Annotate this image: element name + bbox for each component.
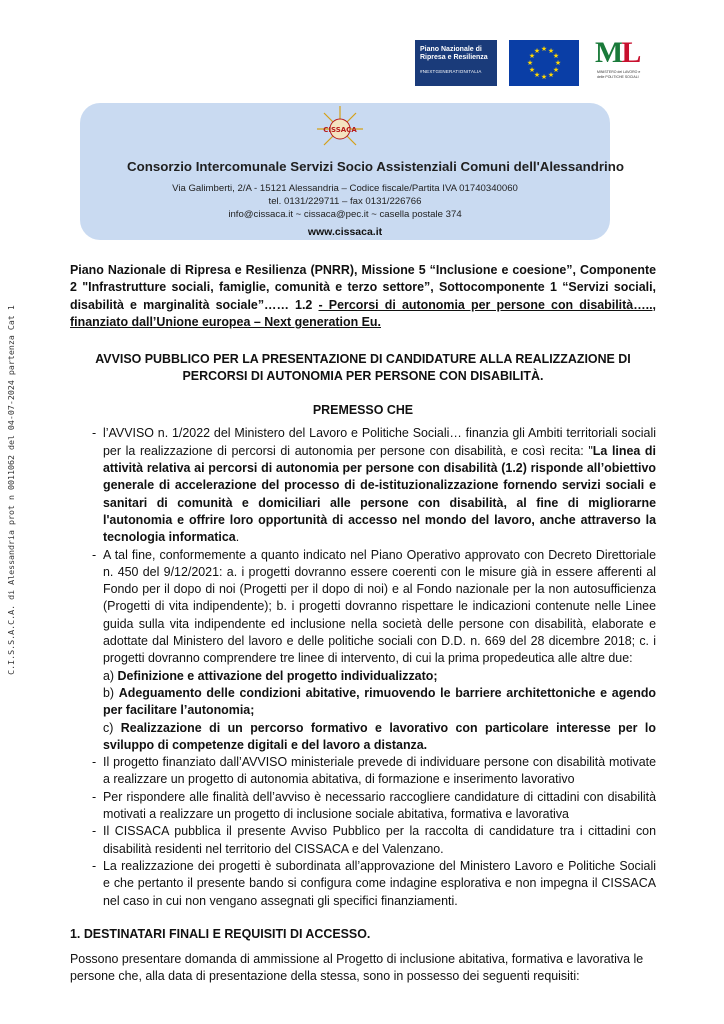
organization-website: www.cissaca.it bbox=[307, 226, 383, 238]
protocol-stamp bbox=[4, 250, 18, 730]
point-quote: La linea di attività relativa ai percorsi di autonomia per persone con disabilità (1.2) risponde all’obiettivo generale di accelerazione del processo di de-istituzionalizzazione fornendo servizi sociali e sanitari di comunità e domiciliari alle persone con disabilità, al fine di migliorarne l'autonomia e offrire loro opportunità di accesso nel mondo del lavoro, anche attraverso la tecnologia informatica bbox=[103, 443, 656, 545]
subpoint-text: Realizzazione di un percorso formativo e lavorativo con particolare interesse per lo sviluppo di competenze digitali e del lavoro a distanza. bbox=[103, 720, 656, 752]
cissaca-logo bbox=[315, 104, 365, 154]
svg-text:★: ★ bbox=[533, 47, 541, 55]
section-body: Possono presentare domanda di ammissione al Progetto di inclusione abitativa, formativa e lavorativa le persone che, alla data di presentazione della stessa, sono in possesso dei seguenti requisiti: bbox=[70, 952, 644, 984]
eu-flag-icon bbox=[509, 40, 579, 86]
svg-text:★: ★ bbox=[540, 45, 548, 53]
svg-text:★: ★ bbox=[528, 52, 536, 60]
ministero-monogram: ML bbox=[595, 36, 640, 69]
pnrr-logo-tag: #NEXTGENERATIONITALIA bbox=[420, 69, 482, 74]
subpoint-label: c) bbox=[103, 720, 121, 735]
point-text: l’AVVISO n. 1/2022 del Ministero del Lavoro e Politiche Sociali… finanzia gli Ambiti territoriali sociali per la realizzazione di percorsi di autonomia per persone con disabilità, e così recita: " bbox=[103, 426, 656, 458]
point-text: Per rispondere alle finalità dell’avviso è necessario raccogliere candidature di cittadini con disabilità motivati a realizzare un progetto di inclusione sociale abitativa, formativa e lavorativa bbox=[103, 789, 656, 822]
list-item: - A tal fine, conformemente a quanto indicato nel Piano Operativo approvato con Decreto Direttoriale n. 450 del 9/12/2021: a. i progetti dovranno essere coerenti con le misure già in essere afferenti al Fondo per il dopo di noi (Progetti per il dopo di noi) e al Fondo nazionale per la non autosufficienza (Progetti di vita indipendente); b. i progetti dovranno rispettare le indicazioni contenute nelle Linee guida sulla vita indipendente ed inclusione nella società delle persone con disabilità, elaborate e adottate dal Ministero del lavoro e delle politiche sociali con D.D. n. 669 del 28 dicembre 2018; c. i progetti dovranno comprendere tre linee di intervento, di cui la prima propedeutica alle altre due: a) Definizione e attivazione del progetto individualizzato; b) Adeguamento delle condizioni abitative, rimuovendo le barriere architettoniche e agendo per facilitare l’autonomia; c) Realizzazione di un percorso formativo e lavorativo con particolare interesse per lo sviluppo di competenze digitali e del lavoro a distanza. bbox=[92, 547, 657, 752]
point-text: Il progetto finanziato dall’AVVISO ministeriale prevede di individuare persone con disabilità motivate a realizzare un progetto di autonomia abitativa, di formazione e inserimento lavorativo bbox=[103, 755, 656, 787]
subpoint-text: Definizione e attivazione del progetto individualizzato; bbox=[117, 668, 438, 683]
svg-text:★: ★ bbox=[526, 59, 534, 67]
list-item: - Il progetto finanziato dall’AVVISO ministeriale prevede di individuare persone con disabilità motivate a realizzare un progetto di autonomia abitativa, di formazione e inserimento lavorativo bbox=[92, 755, 656, 787]
svg-text:★: ★ bbox=[552, 52, 560, 60]
organization-address: Via Galimberti, 2/A - 15121 Alessandria – Codice fiscale/Partita IVA 01740340060 bbox=[172, 183, 518, 194]
ministero-caption: MINISTERO del LAVORO e delle POLITICHE SOCIALI bbox=[597, 70, 641, 79]
intro-text: Piano Nazionale di Ripresa e Resilienza (PNRR), Missione 5 “Inclusione e coesione”, Componente 2 "Infrastrutture sociali, famiglie, comunità e terzo settore”, Sottocomponente 1 “Servizi sociali, disabilità e marginalità sociale”…… 1.2 bbox=[70, 263, 656, 312]
notice-title: AVVISO PUBBLICO PER LA PRESENTAZIONE DI CANDIDATURE ALLA REALIZZAZIONE DI PERCORSI DI AUTONOMIA PER PERSONE CON DISABILITÀ. bbox=[95, 352, 631, 384]
subpoint-text: Adeguamento delle condizioni abitative, rimuovendo le barriere architettoniche e agendo per facilitare l’autonomia; bbox=[103, 685, 657, 718]
organization-name: Consorzio Intercomunale Servizi Socio Assistenziali Comuni dell'Alessandrino bbox=[127, 159, 624, 174]
svg-text:★: ★ bbox=[533, 71, 541, 79]
pnrr-logo-title: Piano Nazionale di Ripresa e Resilienza bbox=[420, 46, 488, 61]
ministero-lavoro-logo bbox=[591, 36, 647, 86]
subpoint-label: a) bbox=[103, 668, 118, 683]
protocol-stamp-text: C.I.S.S.A.C.A. di Alessandria prot n 0011062 del 04-07-2024 partenza Cat 1 bbox=[6, 305, 16, 675]
point-text: Il CISSACA pubblica il presente Avviso Pubblico per la raccolta di candidature tra i cittadini con disabilità residenti nel territorio del CISSACA e del Valenzano. bbox=[103, 824, 656, 856]
svg-text:★: ★ bbox=[554, 59, 562, 67]
list-item: - Per rispondere alle finalità dell’avviso è necessario raccogliere candidature di cittadini con disabilità motivati a realizzare un progetto di inclusione sociale abitativa, formativa e lavorativa bbox=[92, 789, 656, 822]
svg-text:★: ★ bbox=[552, 66, 560, 74]
document-body bbox=[70, 262, 656, 986]
premise-list bbox=[70, 425, 656, 909]
list-item: - La realizzazione dei progetti è subordinata all’approvazione del Ministero Lavoro e Politiche Sociali e che pertanto il presente bando si configura come indagine esplorativa e non impegna il CISSACA nel caso in cui non vengano assegnati gli specifici finanziamenti. bbox=[92, 858, 656, 908]
section-title: 1. DESTINATARI FINALI E REQUISITI DI ACCESSO. bbox=[70, 926, 371, 941]
premesso-heading: PREMESSO CHE bbox=[312, 403, 414, 418]
funding-logos bbox=[415, 36, 647, 90]
list-item: - l’AVVISO n. 1/2022 del Ministero del Lavoro e Politiche Sociali… finanzia gli Ambiti territoriali sociali per la realizzazione di percorsi di autonomia per persone con disabilità, e così recita: "La linea di attività relativa ai percorsi di autonomia per persone con disabilità (1.2) risponde all’obiettivo generale di accelerazione del processo di de-istituzionalizzazione fornendo servizi sociali e sanitari di comunità e domiciliari alle persone con disabilità, al fine di migliorarne l'autonomia e offrire loro opportunità di accesso nel mondo del lavoro, anche attraverso la tecnologia informatica. bbox=[92, 426, 656, 545]
point-text: A tal fine, conformemente a quanto indicato nel Piano Operativo approvato con Decreto Direttoriale n. 450 del 9/12/2021: a. i progetti dovranno essere coerenti con le misure già in essere afferenti al Fondo per il dopo di noi (Progetti per il dopo di noi) e al Fondo nazionale per la non autosufficienza (Progetti di vita indipendente); b. i progetti dovranno rispettare le indicazioni contenute nelle Linee guida sulla vita indipendente ed inclusione nella società delle persone con disabilità, elaborate e adottate dal Ministero del lavoro e delle politiche sociali con D.D. n. 669 del 28 dicembre 2018; c. i progetti dovranno comprendere tre linee di intervento, di cui la prima propedeutica alle altre due: bbox=[103, 547, 656, 666]
point-text: La realizzazione dei progetti è subordinata all’approvazione del Ministero Lavoro e Politiche Sociali e che pertanto il presente bando si configura come indagine esplorativa e non impegna il CISSACA nel caso in cui non vengano assegnati gli specifici finanziamenti. bbox=[103, 858, 656, 908]
svg-text:★: ★ bbox=[540, 73, 548, 81]
svg-text:★: ★ bbox=[528, 66, 536, 74]
pnrr-intro bbox=[70, 262, 656, 331]
intro-underlined: - Percorsi di autonomia per persone con disabilità….., finanziato dall’Unione europea – Next generation Eu. bbox=[70, 297, 656, 329]
cissaca-logo-text: CISSACA bbox=[323, 126, 357, 134]
point-text: . bbox=[235, 530, 240, 545]
svg-text:★: ★ bbox=[547, 71, 555, 79]
organization-phone: tel. 0131/229711 – fax 0131/226766 bbox=[268, 196, 422, 207]
list-item: - Il CISSACA pubblica il presente Avviso Pubblico per la raccolta di candidature tra i cittadini con disabilità residenti nel territorio del CISSACA e del Valenzano. bbox=[92, 824, 656, 856]
subpoint-label: b) bbox=[103, 685, 119, 700]
svg-text:★: ★ bbox=[547, 47, 555, 55]
organization-email: info@cissaca.it ~ cissaca@pec.it ~ casella postale 374 bbox=[228, 209, 462, 220]
pnrr-logo bbox=[415, 40, 497, 86]
